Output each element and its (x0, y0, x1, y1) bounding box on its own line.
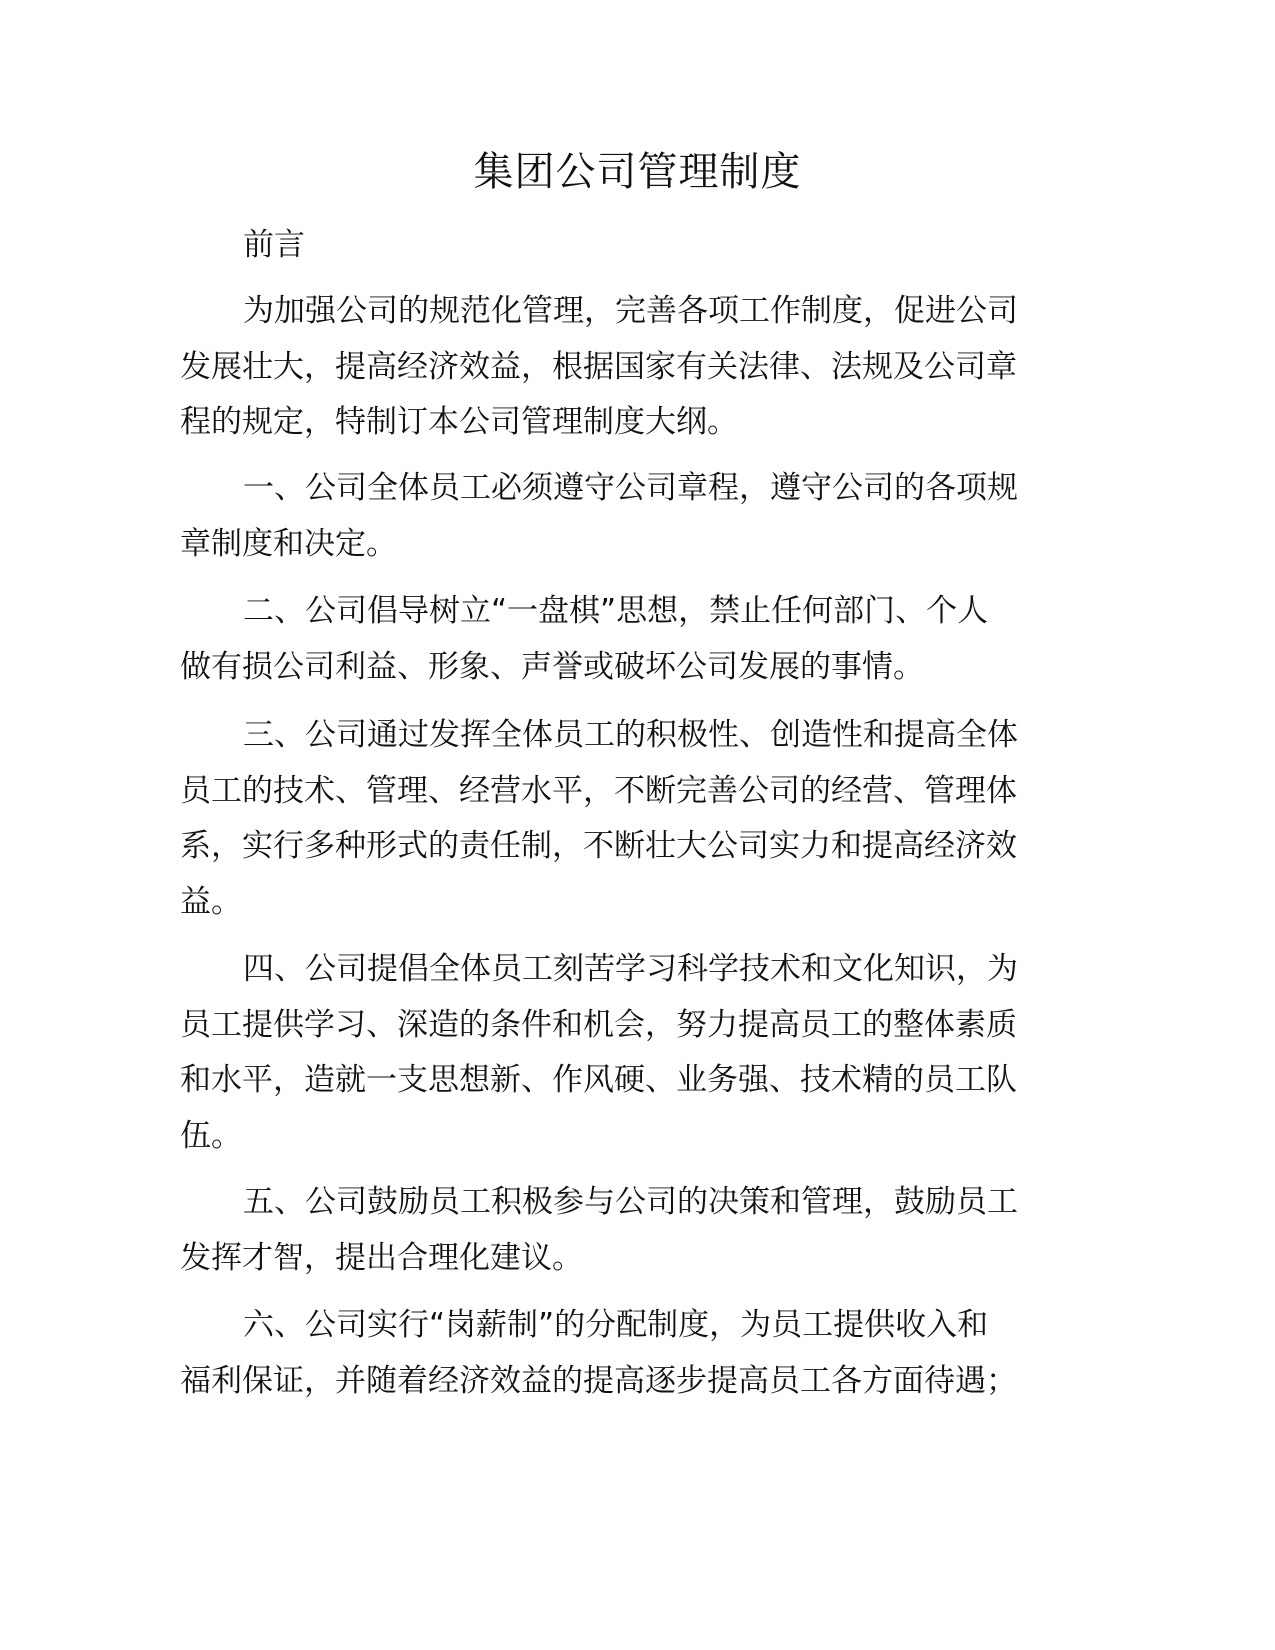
paragraph-line: 为加强公司的规范化管理，完善各项工作制度，促进公司 (243, 293, 1018, 329)
paragraph-article-6 (180, 1298, 1060, 1409)
paragraph-article-1 (180, 461, 1060, 572)
paragraph-line: 二、公司倡导树立“一盘棋”思想，禁止任何部门、个人 (243, 593, 989, 629)
paragraph-preface-body (180, 284, 1060, 451)
paragraph-line: 程的规定，特制订本公司管理制度大纲。 (180, 404, 738, 440)
paragraph-preface-heading (180, 218, 1060, 274)
paragraph-line: 系，实行多种形式的责任制，不断壮大公司实力和提高经济效 (180, 828, 1017, 864)
paragraph-line: 伍。 (180, 1117, 242, 1154)
paragraph-line: 福利保证，并随着经济效益的提高逐步提高员工各方面待遇； (180, 1362, 1017, 1399)
paragraph-article-2 (180, 584, 1060, 695)
paragraph-line: 做有损公司利益、形象、声誉或破坏公司发展的事情。 (180, 648, 924, 685)
paragraph-line: 六、公司实行“岗薪制”的分配制度，为员工提供收入和 (243, 1307, 989, 1343)
paragraph-line: 员工的技术、管理、经营水平，不断完善公司的经营、管理体 (180, 772, 1017, 809)
paragraph-line: 四、公司提倡全体员工刻苦学习科学技术和文化知识，为 (243, 951, 1018, 987)
paragraph-line: 五、公司鼓励员工积极参与公司的决策和管理，鼓励员工 (243, 1184, 1018, 1220)
paragraph-line: 章制度和决定。 (180, 525, 397, 562)
paragraph-line: 益。 (180, 883, 242, 920)
paragraph-line: 发挥才智，提出合理化建议。 (180, 1239, 583, 1276)
paragraph-line: 员工提供学习、深造的条件和机会，努力提高员工的整体素质 (180, 1006, 1017, 1043)
paragraph-line: 一、公司全体员工必须遵守公司章程，遵守公司的各项规 (243, 470, 1018, 506)
paragraph-article-4 (180, 942, 1060, 1164)
document-title: 集团公司管理制度 (473, 149, 802, 195)
paragraph-line: 和水平，造就一支思想新、作风硬、业务强、技术精的员工队 (180, 1062, 1017, 1098)
paragraph-article-3 (180, 708, 1060, 930)
paragraph-article-5 (180, 1175, 1060, 1286)
paragraph-line: 发展壮大，提高经济效益，根据国家有关法律、法规及公司章 (180, 348, 1017, 385)
paragraph-line: 前言 (243, 227, 305, 263)
paragraph-line: 三、公司通过发挥全体员工的积极性、创造性和提高全体 (243, 717, 1018, 753)
